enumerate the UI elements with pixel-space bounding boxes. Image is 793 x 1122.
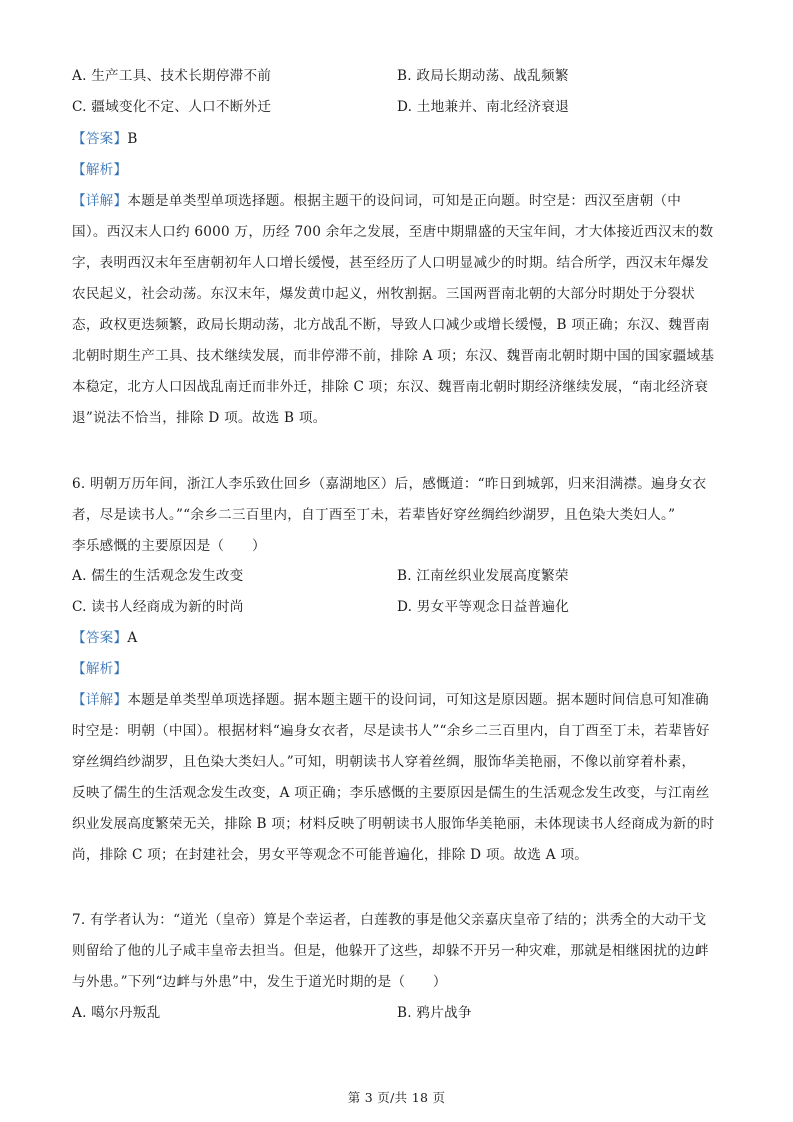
detail-tag: 【详解】	[72, 692, 128, 708]
detail-tag: 【详解】	[72, 193, 128, 209]
q5-analysis-tag: 【解析】	[72, 162, 128, 178]
q6-detail-line-1	[72, 690, 709, 710]
q7-stem-line-1: 7. 有学者认为：“道光（皇帝）算是个幸运者，白莲教的事是他父亲嘉庆皇帝了结的；洪秀全的大动干戈	[72, 912, 707, 928]
q6-stem-line-2: 者，尽是读书人。”“余乡二三百里内，自丁酉至丁未，若辈皆好穿丝绸绉纱湖罗，且色染大类妇人。”	[72, 507, 676, 523]
answer-tag: 【答案】	[72, 131, 128, 147]
detail-text: 本题是单类型单项选择题。据本题主题干的设问词，可知这是原因题。据本题时间信息可知准确	[127, 692, 709, 708]
detail-text: 本题是单类型单项选择题。根据主题干的设问词，可知是正向题。时空是：西汉至唐朝（中	[127, 193, 682, 209]
q5-option-b: B. 政局长期动荡、战乱频繁	[397, 68, 569, 84]
q5-answer	[72, 129, 138, 149]
q6-analysis-tag: 【解析】	[72, 661, 128, 677]
answer-value: A	[127, 630, 138, 646]
q5-detail-line-1	[72, 191, 681, 211]
q7-option-a: A. 噶尔丹叛乱	[72, 1005, 161, 1021]
q5-detail-line-4: 农民起义，社会动荡。东汉末年，爆发黄巾起义，州牧割据。三国两晋南北朝的大部分时期处于分裂状	[72, 286, 695, 302]
q6-stem-line-3: 李乐感慨的主要原因是（ ）	[72, 538, 266, 554]
q6-option-d: D. 男女平等观念日益普遍化	[397, 599, 570, 615]
q5-detail-line-2: 国）。西汉末人口约 6000 万，历经 700 余年之发展，至唐中期鼎盛的天宝年间，才大体接近西汉末的数	[72, 224, 714, 240]
answer-tag: 【答案】	[72, 630, 128, 646]
q6-option-b: B. 江南丝织业发展高度繁荣	[397, 568, 569, 584]
q6-detail-line-3: 穿丝绸绉纱湖罗，且色染大类妇人。”可知，明朝读书人穿着丝绸，服饰华美艳丽，不像以前穿着朴素，	[72, 754, 696, 770]
q5-option-d: D. 土地兼并、南北经济衰退	[397, 99, 570, 115]
q5-option-a: A. 生产工具、技术长期停滞不前	[72, 68, 272, 84]
q5-detail-line-7: 本稳定，北方人口因战乱南迁而非外迁，排除 C 项；东汉、魏晋南北朝时期经济继续发展，“南北经济衰	[72, 379, 709, 395]
q7-option-b: B. 鸦片战争	[397, 1005, 472, 1021]
q6-answer	[72, 628, 137, 648]
q6-stem-line-1: 6. 明朝万历年间，浙江人李乐致仕回乡（嘉湖地区）后，感慨道：“昨日到城郭，归来泪满襟。遍身女衣	[72, 476, 707, 492]
q5-option-c: C. 疆域变化不定、人口不断外迁	[72, 99, 272, 115]
q5-detail-line-8: 退”说法不恰当，排除 D 项。故选 B 项。	[72, 410, 327, 426]
q6-option-c: C. 读书人经商成为新的时尚	[72, 599, 244, 615]
page-number: 第 3 页/共 18 页	[347, 1090, 446, 1105]
q5-detail-line-3: 字，表明西汉末年至唐朝初年人口增长缓慢，甚至经历了人口明显减少的时期。结合所学，西汉末年爆发	[72, 255, 709, 271]
q7-stem-line-3: 与外患。”下列“边衅与外患”中，发生于道光时期的是（ ）	[72, 974, 447, 990]
q6-detail-line-6: 尚，排除 C 项；在封建社会，男女平等观念不可能普遍化，排除 D 项。故选 A 项。	[72, 847, 589, 863]
q7-stem-line-2: 则留给了他的儿子咸丰皇帝去担当。但是，他躲开了这些，却躲不开另一种灾难，那就是相继困扰的边衅	[72, 943, 709, 959]
q5-detail-line-5: 态，政权更迭频繁，政局长期动荡，北方战乱不断，导致人口减少或增长缓慢，B 项正确；东汉、魏晋南	[72, 317, 710, 333]
answer-value: B	[127, 131, 138, 147]
q6-option-a: A. 儒生的生活观念发生改变	[72, 568, 244, 584]
q6-detail-line-5: 织业发展高度繁荣无关，排除 B 项；材料反映了明朝读书人服饰华美艳丽，未体现读书人经商成为新的时	[72, 816, 715, 832]
q6-detail-line-2: 时空是：明朝（中国）。根据材料“遍身女衣者，尽是读书人”“余乡二三百里内，自丁酉至丁未，若辈皆好	[72, 723, 710, 739]
q6-detail-line-4: 反映了儒生的生活观念发生改变，A 项正确；李乐感慨的主要原因是儒生的生活观念发生改变，与江南丝	[72, 785, 710, 801]
q5-detail-line-6: 北朝时期生产工具、技术继续发展，而非停滞不前，排除 A 项；东汉、魏晋南北朝时期中国的国家疆域基	[72, 348, 715, 364]
